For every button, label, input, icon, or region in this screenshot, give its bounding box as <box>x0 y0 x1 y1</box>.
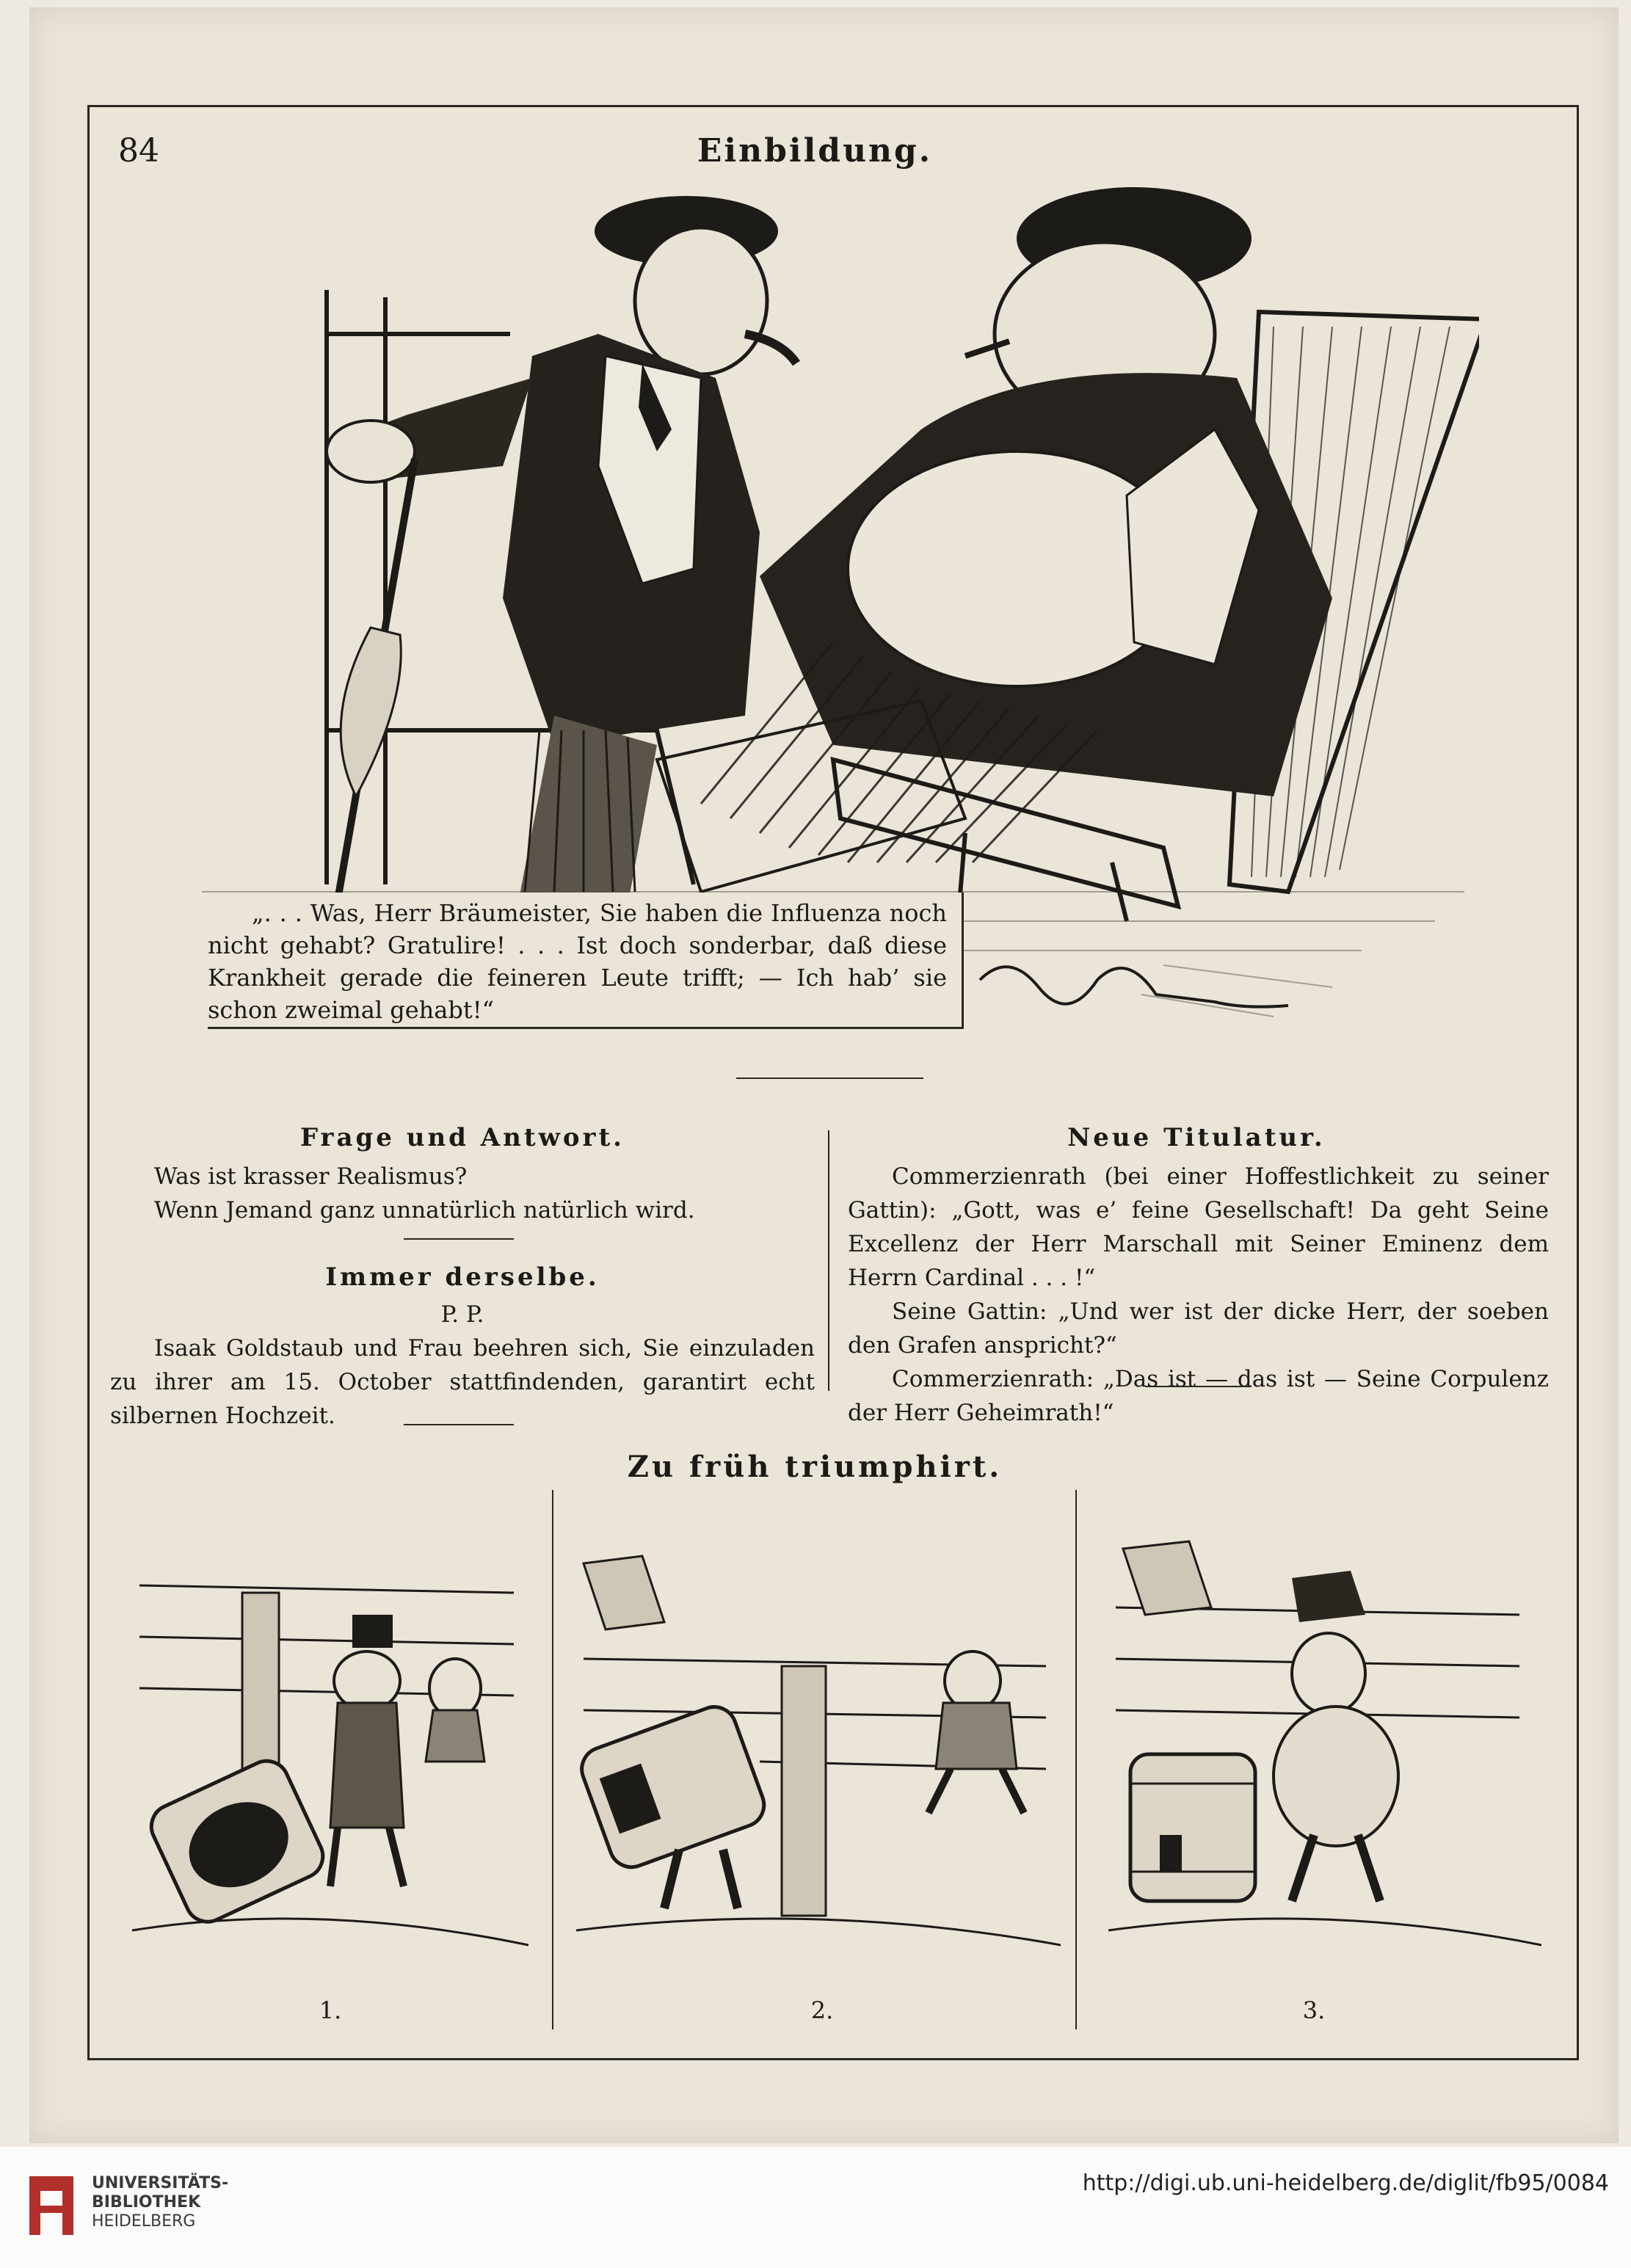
heading-immer-derselbe: Immer derselbe. <box>325 1262 600 1292</box>
library-logo-icon <box>22 2169 81 2242</box>
panel-1-number: 1. <box>319 1996 342 2024</box>
frage-und-antwort-text <box>110 1160 815 1227</box>
divider-right-1 <box>1145 1386 1252 1387</box>
subheading-pp: P. P. <box>440 1301 484 1328</box>
page-number: 84 <box>118 132 159 170</box>
comic-divider-1 <box>552 1490 553 2029</box>
titulatur-paragraph-3: Commerzienrath: „Das ist — das ist — Seine Corpulenz der Herr Geheimrath!“ <box>848 1366 1549 1426</box>
footer-bar <box>0 2147 1631 2268</box>
panel-1-drawing <box>132 1519 528 1982</box>
heading-frage-und-antwort: Frage und Antwort. <box>300 1123 625 1152</box>
library-name <box>92 2174 228 2231</box>
immer-derselbe-text <box>110 1331 815 1433</box>
source-url-link[interactable]: http://digi.ub.uni-heidelberg.de/diglit/fb95/0084 <box>1082 2170 1609 2196</box>
comic-panel-3 <box>1108 1519 1541 1982</box>
divider-left-1 <box>404 1238 514 1240</box>
panel-2-number: 2. <box>810 1996 834 2024</box>
panel-3-drawing <box>1108 1519 1541 1982</box>
library-line-3: HEIDELBERG <box>92 2212 196 2231</box>
library-line-2: BIBLIOTHEK <box>92 2193 201 2211</box>
titulatur-paragraph-1: Commerzienrath (bei einer Hoffestlichkeit zu seiner Gattin): „Gott, was e’ feine Gesellschaft! Da geht Seine Excellenz der Herr Marschall mit Seiner Eminenz dem Herrn Cardinal . . . !“ <box>848 1163 1549 1291</box>
artist-signature <box>980 967 1288 1006</box>
answer-line: Wenn Jemand ganz unnatürlich natürlich wird. <box>154 1197 695 1224</box>
comic-title: Zu früh triumphirt. <box>627 1450 1003 1484</box>
university-logo <box>22 2169 81 2242</box>
panel-3-number: 3. <box>1302 1996 1326 2024</box>
main-cartoon-caption <box>208 893 964 1029</box>
neue-titulatur-text <box>848 1160 1549 1430</box>
heading-neue-titulatur: Neue Titulatur. <box>1067 1123 1326 1152</box>
titulatur-paragraph-2: Seine Gattin: „Und wer ist der dicke Herr, der soeben den Grafen anspricht?“ <box>848 1298 1549 1359</box>
divider-before-comic <box>404 1424 514 1425</box>
caption-text: „. . . Was, Herr Bräumeister, Sie haben die Influenza noch nicht gehabt? Gratulire! . . . Ist doch sonderbar, daß diese Krankheit gerade die feineren Leute trifft; — Ich hab’ sie schon zweimal gehabt!“ <box>208 899 947 1024</box>
invitation-paragraph: Isaak Goldstaub und Frau beehren sich, Sie einzuladen zu ihrer am 15. October stattfindenden, garantirt echt silbernen Hochzeit. <box>110 1335 815 1429</box>
panel-2-drawing <box>576 1519 1061 1982</box>
column-divider <box>828 1130 829 1391</box>
divider-after-caption <box>736 1077 923 1079</box>
library-line-1: UNIVERSITÄTS- <box>92 2174 229 2192</box>
page-title: Einbildung. <box>697 132 933 170</box>
comic-panel-2 <box>576 1519 1061 1982</box>
question-line: Was ist krasser Realismus? <box>154 1163 468 1190</box>
comic-divider-2 <box>1075 1490 1077 2029</box>
comic-panel-1 <box>132 1519 528 1982</box>
